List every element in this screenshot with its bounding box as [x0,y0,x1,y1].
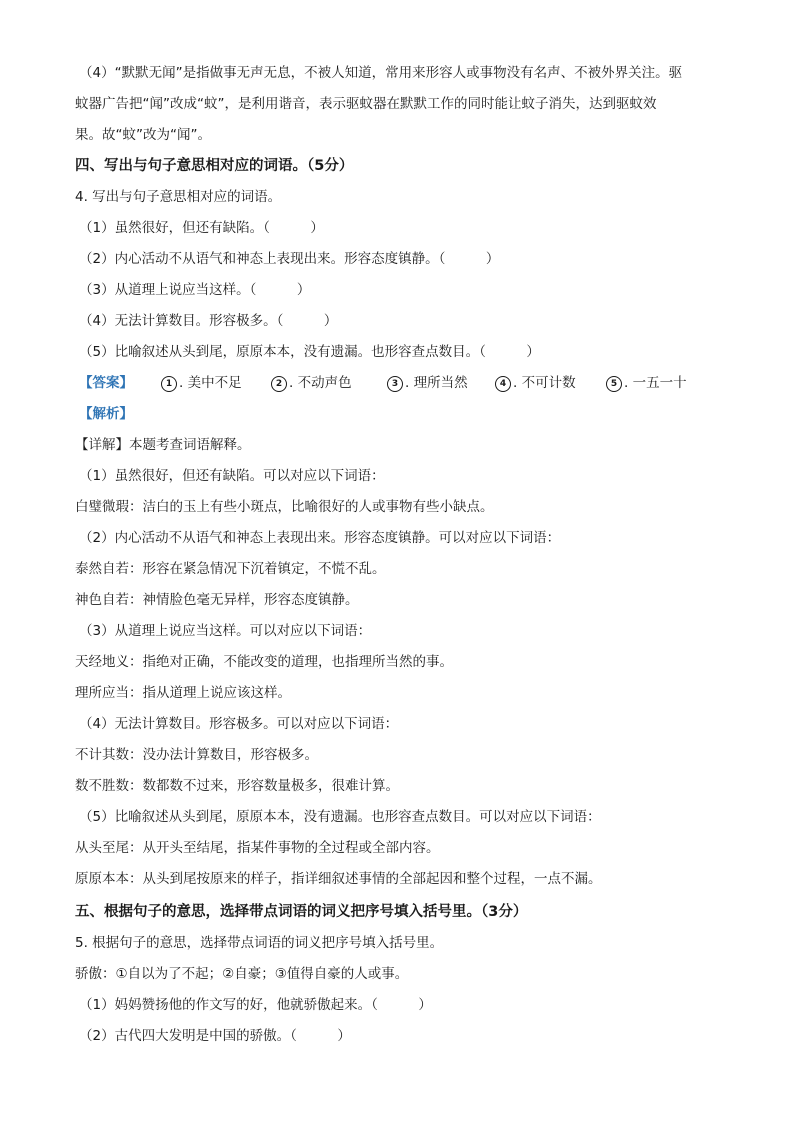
circled-number: 2 [271,376,287,392]
detail-line: 【详解】本题考查词语解释。 [75,437,251,453]
word-definition: 白璧微瑕：洁白的玉上有些小斑点，比喻很好的人或事物有些小缺点。 [75,499,494,515]
detail-question: （1）虽然很好，但还有缺陷。可以对应以下词语： [79,468,385,484]
answer-item [271,373,352,393]
circled-number: 3 [387,376,403,392]
question-item: （2）古代四大发明是中国的骄傲。（ ） [79,1028,351,1044]
word-definition: 天经地义：指绝对正确，不能改变的道理，也指理所当然的事。 [75,654,453,670]
question-item: （4）无法计算数目。形容极多。（ ） [79,313,338,329]
detail-question: （3）从道理上说应当这样。可以对应以下词语： [79,623,372,639]
answer-label: 【答案】 [79,375,133,391]
answer-item [495,373,576,393]
word-definition: 泰然自若：形容在紧急情况下沉着镇定，不慌不乱。 [75,561,386,577]
word-definition: 理所应当：指从道理上说应该这样。 [75,685,291,701]
detail-question: （2）内心活动不从语气和神态上表现出来。形容态度镇静。可以对应以下词语： [79,530,561,546]
answer-item [387,373,468,393]
word-definition: 神色自若：神情脸色毫无异样，形容态度镇静。 [75,592,359,608]
paragraph-line: （4）“默默无闻”是指做事无声无息，不被人知道，常用来形容人或事物没有名声、不被外界关注。驱 [79,65,683,81]
answer-text: . 一五一十 [624,375,687,391]
question-item: （5）比喻叙述从头到尾，原原本本，没有遗漏。也形容查点数目。（ ） [79,344,540,360]
circled-number: 1 [161,376,177,392]
detail-question: （5）比喻叙述从头到尾，原原本本，没有遗漏。也形容查点数目。可以对应以下词语： [79,809,601,825]
circled-number: 5 [606,376,622,392]
detail-question: （4）无法计算数目。形容极多。可以对应以下词语： [79,716,399,732]
section-heading-4: 四、写出与句子意思相对应的词语。（5分） [75,158,354,174]
analysis-label: 【解析】 [79,406,133,422]
question-item: （3）从道理上说应当这样。（ ） [79,282,311,298]
word-definition: 数不胜数：数都数不过来，形容数量极多，很难计算。 [75,778,399,794]
answer-text: . 美中不足 [179,375,242,391]
question-item: （2）内心活动不从语气和神态上表现出来。形容态度镇静。（ ） [79,251,500,267]
answer-item [161,373,242,393]
answer-item [606,373,687,393]
paragraph-line: 蚊器广告把“闻”改成“蚊”，是利用谐音，表示驱蚊器在默默工作的同时能让蚊子消失，达到驱蚊效 [75,96,657,112]
question-5-title: 5. 根据句子的意思，选择带点词语的词义把序号填入括号里。 [75,935,444,951]
question-5-definition: 骄傲：①自以为了不起；②自豪；③值得自豪的人或事。 [75,966,409,982]
section-heading-5: 五、根据句子的意思，选择带点词语的词义把序号填入括号里。（3分） [75,904,528,920]
question-4-title: 4. 写出与句子意思相对应的词语。 [75,189,282,205]
word-definition: 原原本本：从头到尾按原来的样子，指详细叙述事情的全部起因和整个过程，一点不漏。 [75,871,602,887]
circled-number: 4 [495,376,511,392]
word-definition: 从头至尾：从开头至结尾，指某件事物的全过程或全部内容。 [75,840,440,856]
answer-text: . 不动声色 [289,375,352,391]
word-definition: 不计其数：没办法计算数目，形容极多。 [75,747,318,763]
paragraph-line: 果。故“蚊”改为“闻”。 [75,127,211,143]
answer-text: . 不可计数 [513,375,576,391]
question-item: （1）虽然很好，但还有缺陷。（ ） [79,220,324,236]
answer-row [79,373,719,393]
question-item: （1）妈妈赞扬他的作文写的好，他就骄傲起来。（ ） [79,997,432,1013]
answer-text: . 理所当然 [405,375,468,391]
